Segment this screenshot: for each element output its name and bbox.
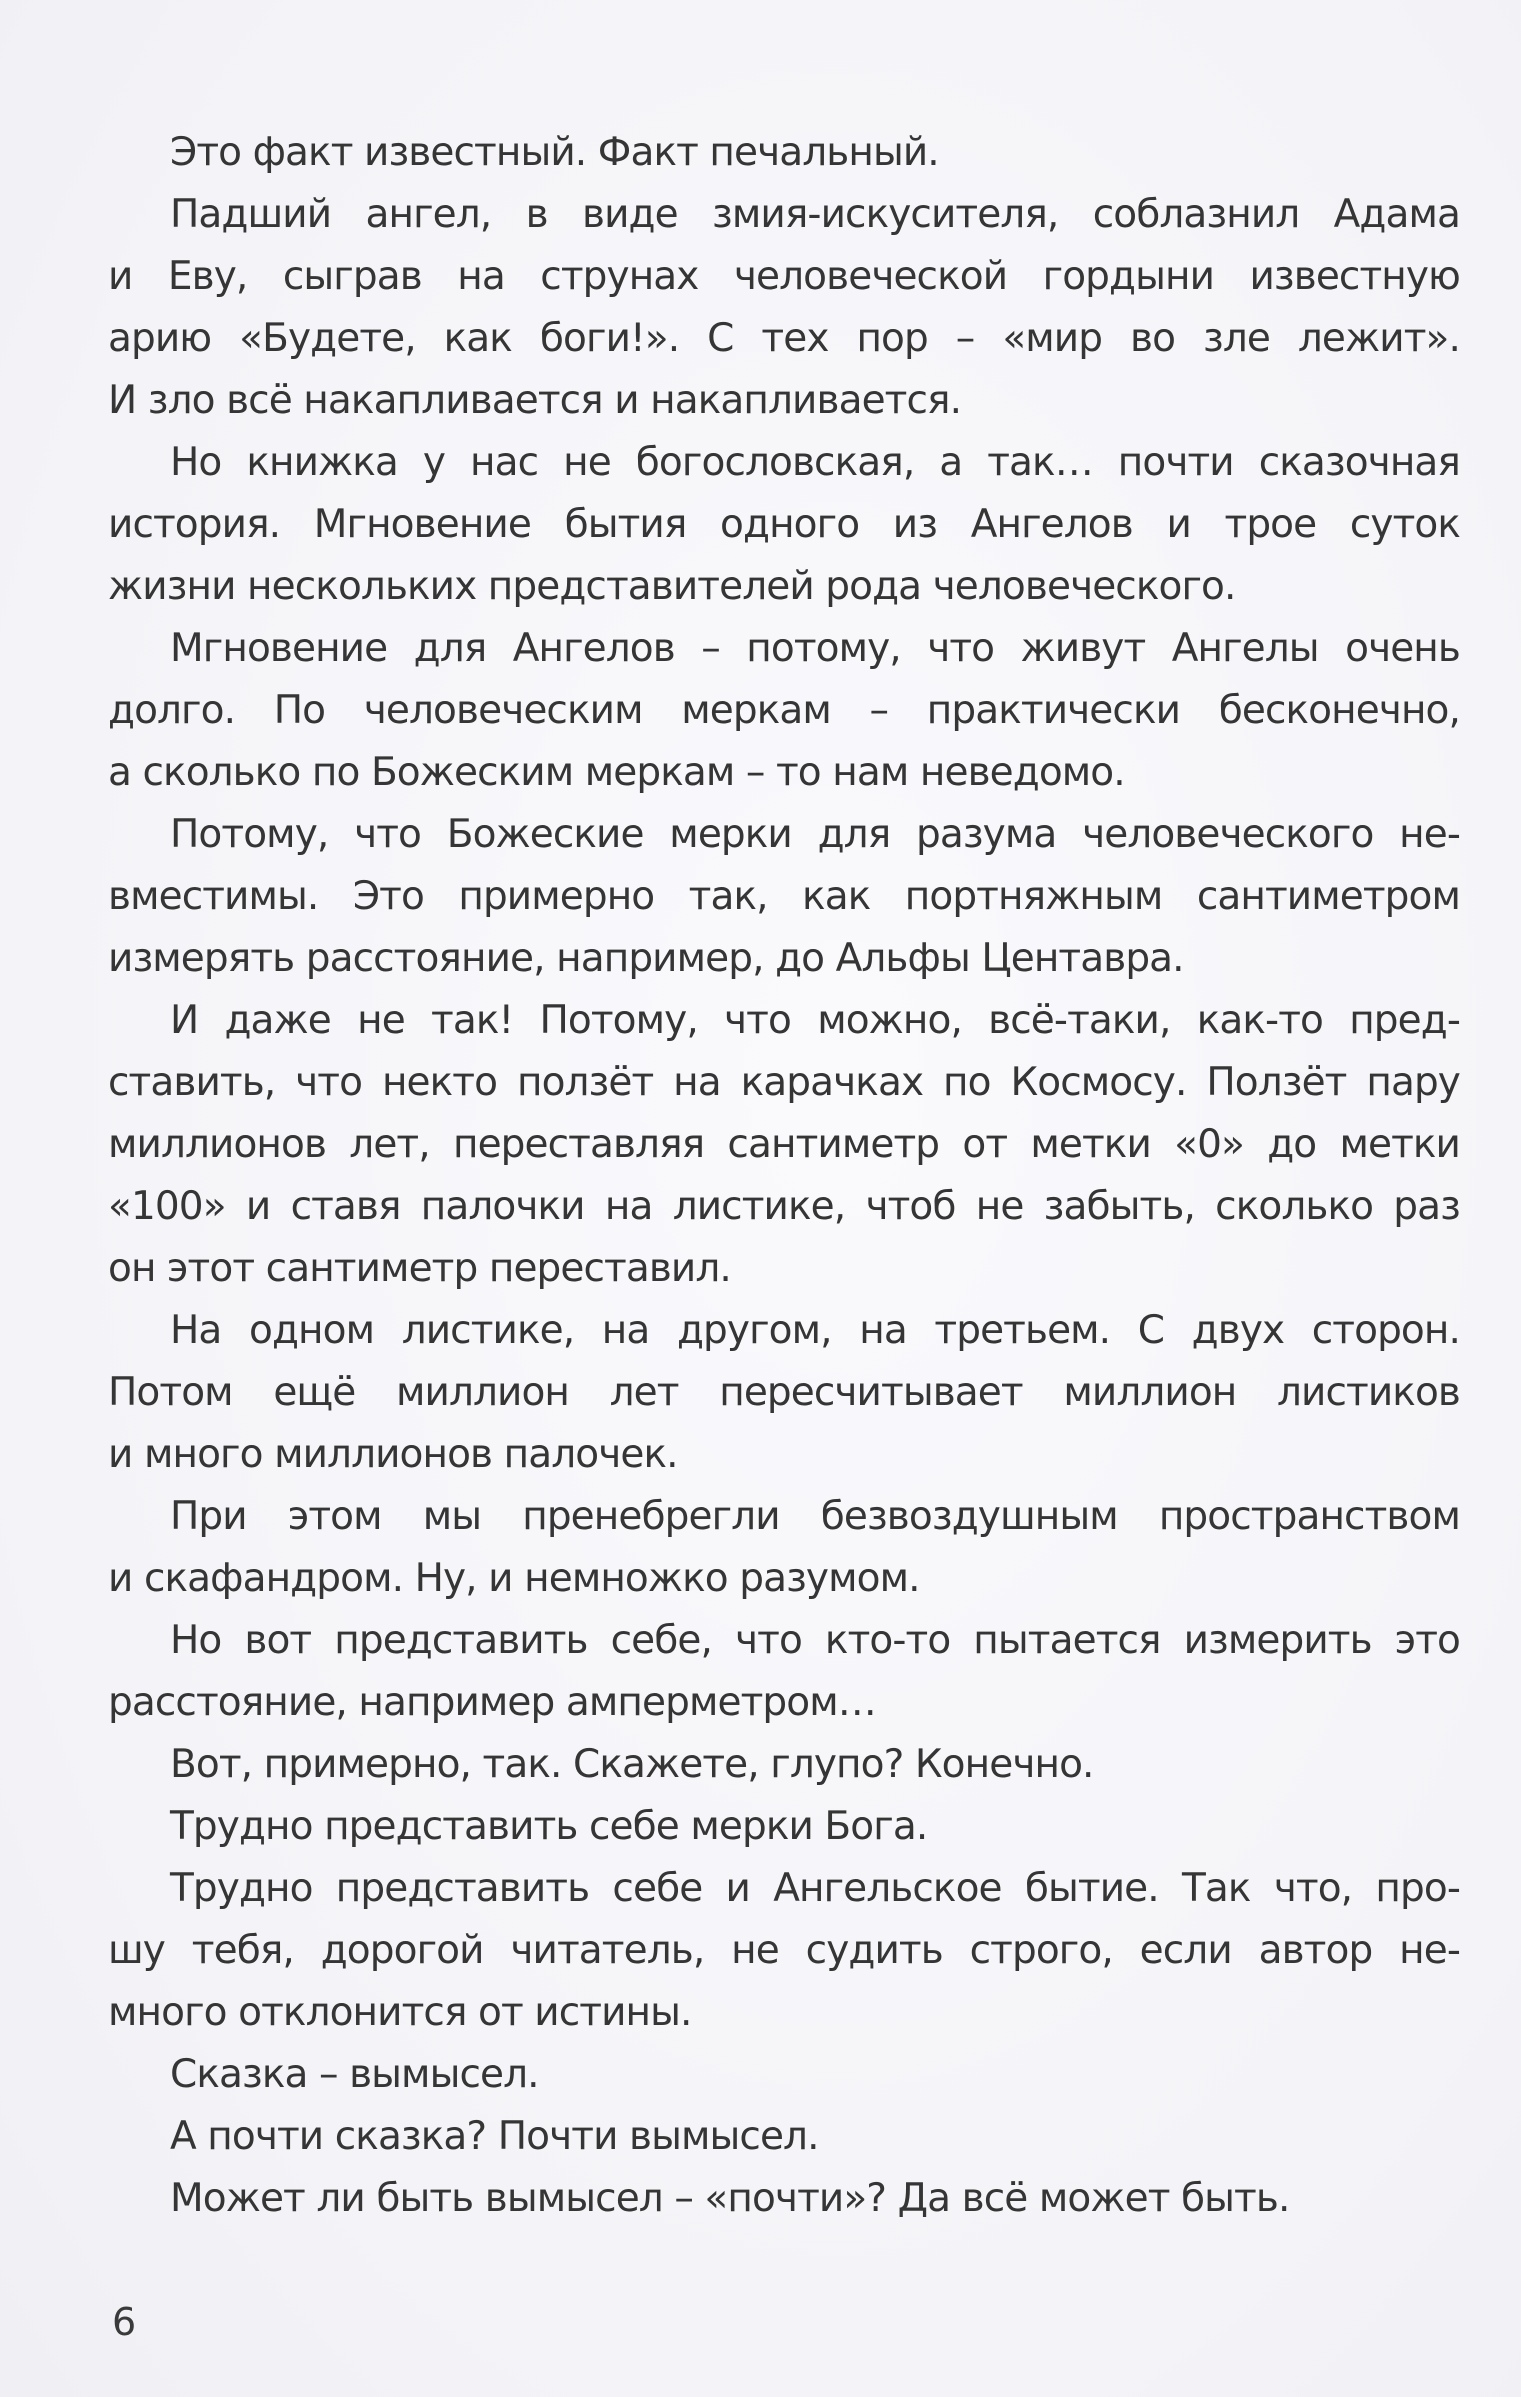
text-line: Трудно представить себе и Ангельское бытие. Так что, про- — [170, 1866, 1460, 1911]
text-line: много отклонится от истины. — [108, 1990, 692, 2035]
text-line: ставить, что некто ползёт на карачках по Космосу. Ползёт пару — [108, 1060, 1460, 1105]
text-line: И даже не так! Потому, что можно, всё-таки, как-то пред- — [170, 998, 1460, 1043]
text-line: шу тебя, дорогой читатель, не судить строго, если автор не- — [108, 1928, 1460, 1973]
text-line: Потому, что Божеские мерки для разума человеческого не- — [170, 812, 1460, 857]
text-line: расстояние, например амперметром… — [108, 1680, 876, 1725]
body-text — [108, 122, 1460, 2230]
text-line: На одном листике, на другом, на третьем. С двух сторон. — [170, 1308, 1460, 1353]
text-line: жизни нескольких представителей рода человеческого. — [108, 564, 1236, 609]
text-line: измерять расстояние, например, до Альфы Центавра. — [108, 936, 1184, 981]
text-line: Падший ангел, в виде змия-искусителя, соблазнил Адама — [170, 192, 1460, 237]
text-line: Может ли быть вымысел – «почти»? Да всё может быть. — [170, 2176, 1290, 2221]
text-line: а сколько по Божеским меркам – то нам неведомо. — [108, 750, 1125, 795]
text-line: Потом ещё миллион лет пересчитывает миллион листиков — [108, 1370, 1460, 1415]
text-line: и скафандром. Ну, и немножко разумом. — [108, 1556, 920, 1601]
text-line: Трудно представить себе мерки Бога. — [170, 1804, 928, 1849]
text-line: «100» и ставя палочки на листике, чтоб не забыть, сколько раз — [108, 1184, 1460, 1229]
text-line: вместимы. Это примерно так, как портняжным сантиметром — [108, 874, 1460, 919]
text-line: Но книжка у нас не богословская, а так… почти сказочная — [170, 440, 1460, 485]
text-line: и Еву, сыграв на струнах человеческой гордыни известную — [108, 254, 1460, 299]
text-line: А почти сказка? Почти вымысел. — [170, 2114, 819, 2159]
text-line: При этом мы пренебрегли безвоздушным пространством — [170, 1494, 1460, 1539]
text-line: и много миллионов палочек. — [108, 1432, 678, 1477]
text-line: история. Мгновение бытия одного из Ангелов и трое суток — [108, 502, 1460, 547]
text-line: арию «Будете, как боги!». С тех пор – «мир во зле лежит». — [108, 316, 1460, 361]
text-line: Но вот представить себе, что кто-то пытается измерить это — [170, 1618, 1460, 1663]
text-line: И зло всё накапливается и накапливается. — [108, 378, 962, 423]
text-line: Это факт известный. Факт печальный. — [170, 130, 939, 175]
text-line: он этот сантиметр переставил. — [108, 1246, 731, 1291]
page-number: 6 — [112, 2300, 137, 2344]
text-line: Сказка – вымысел. — [170, 2052, 539, 2097]
text-line: Вот, примерно, так. Скажете, глупо? Конечно. — [170, 1742, 1094, 1787]
text-line: миллионов лет, переставляя сантиметр от метки «0» до метки — [108, 1122, 1460, 1167]
text-line: Мгновение для Ангелов – потому, что живут Ангелы очень — [170, 626, 1460, 671]
text-line: долго. По человеческим меркам – практически бесконечно, — [108, 688, 1460, 733]
